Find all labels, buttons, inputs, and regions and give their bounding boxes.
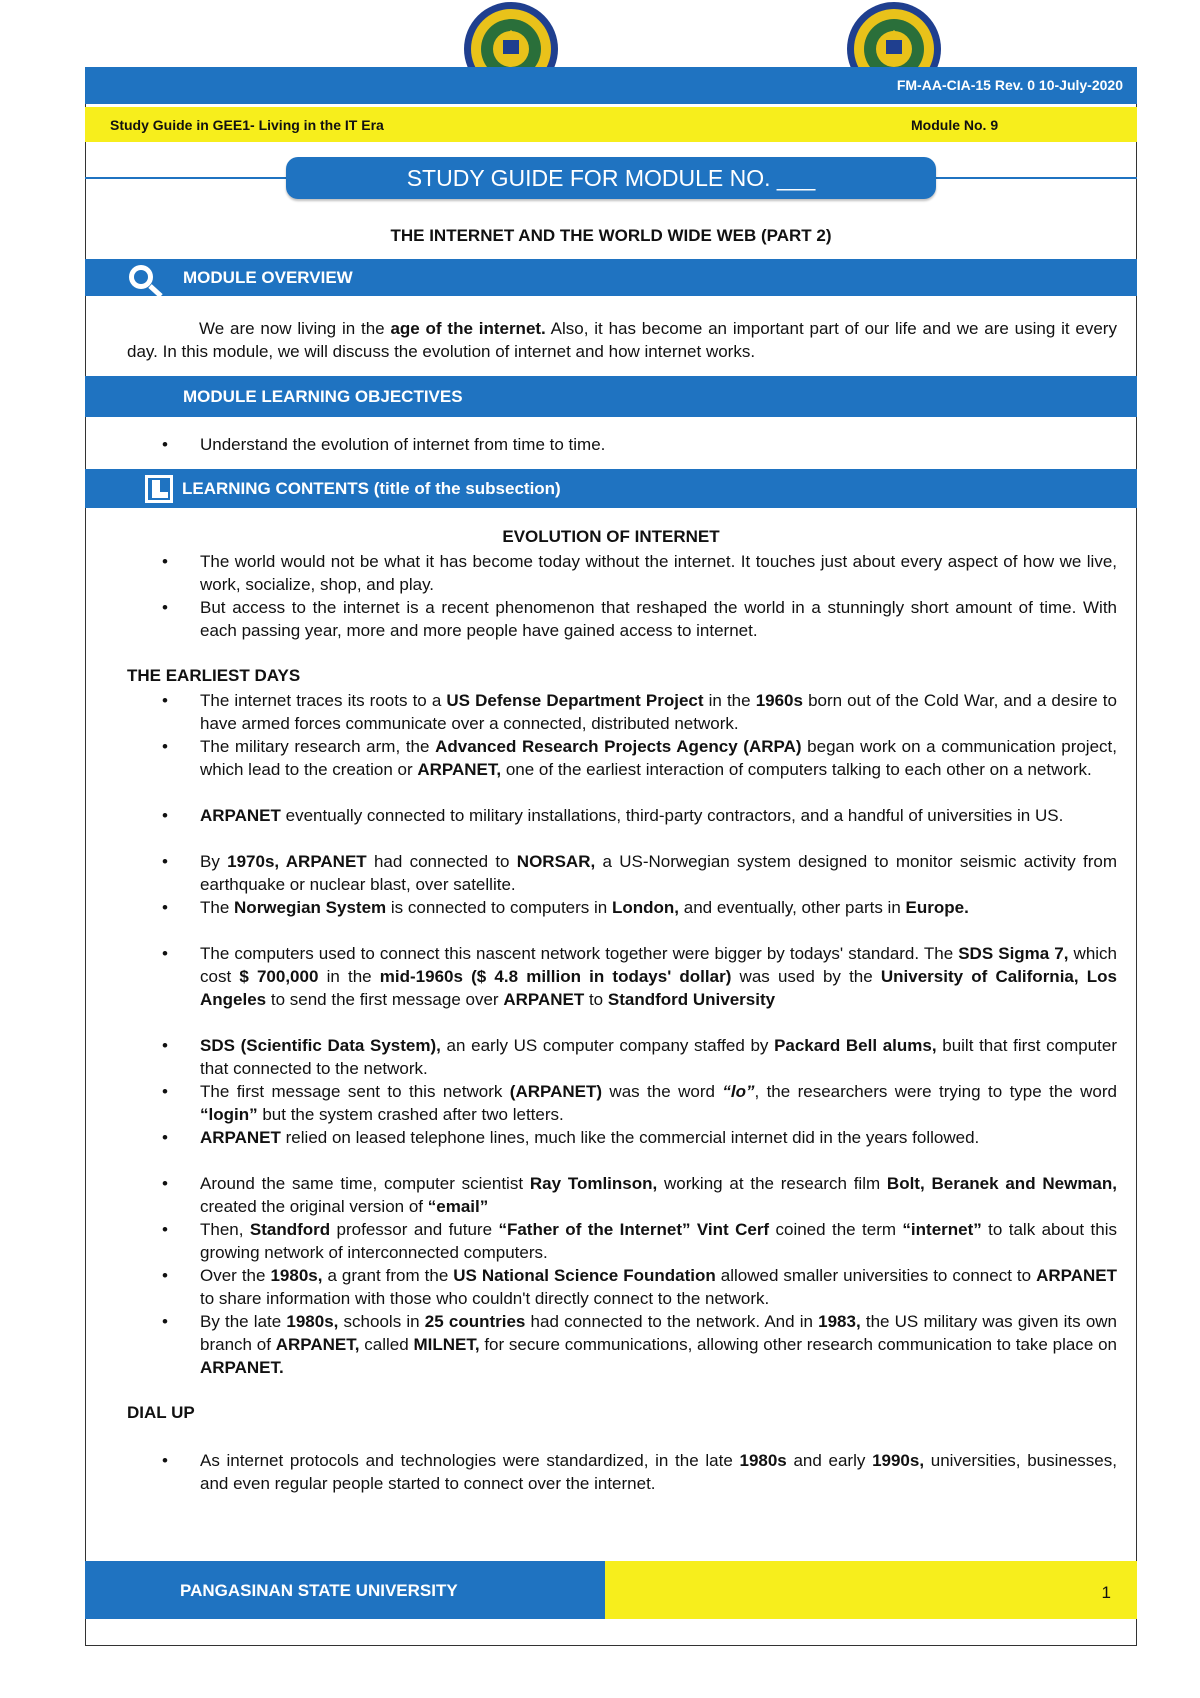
bold-text: ARPANET,	[417, 760, 502, 779]
header-bar	[85, 67, 1137, 104]
module-number: Module No. 9	[911, 117, 999, 133]
section-label: MODULE LEARNING OBJECTIVES	[183, 387, 463, 406]
text: , the researchers were trying to type the word	[754, 1082, 1117, 1101]
text: the US military was given its own branch of	[200, 1312, 1117, 1354]
text: had connected to the network. And in	[525, 1312, 819, 1331]
text: allowed smaller universities to connect to	[715, 1266, 1037, 1285]
magnifier-icon	[125, 262, 167, 303]
bold-text: 1980s	[739, 1451, 787, 1470]
bullet: •	[162, 1174, 168, 1193]
bullet: •	[162, 1266, 168, 1285]
bullet: •	[162, 598, 168, 617]
text: and eventually, other parts in	[679, 898, 906, 917]
bold-text: age of the internet.	[390, 319, 546, 338]
text: to share information with those who couldn't directly connect to the network.	[200, 1289, 770, 1308]
course-bar	[85, 107, 1137, 142]
list-item	[200, 1172, 1117, 1218]
bullet: •	[162, 1128, 168, 1147]
text: in the	[318, 967, 380, 986]
text: born out of the Cold War, and a desire to have armed forces communicate over a connected, distributed network.	[200, 691, 1117, 733]
text: The first message sent to this network	[200, 1082, 510, 1101]
text: coined the term	[769, 1220, 903, 1239]
text: By the late	[200, 1312, 287, 1331]
list-item	[200, 1310, 1117, 1379]
university-name: PANGASINAN STATE UNIVERSITY	[180, 1581, 458, 1600]
text: Then,	[200, 1220, 250, 1239]
bullet: •	[162, 1312, 168, 1331]
bold-text: 1970s, ARPANET	[227, 852, 367, 871]
bullet: •	[162, 898, 168, 917]
bold-text: Standford University	[607, 990, 776, 1009]
bold-text: SDS (Scientific Data System),	[200, 1036, 441, 1055]
bullet: •	[162, 691, 168, 710]
bold-text: Norwegian System	[234, 898, 387, 917]
list-item	[200, 1264, 1117, 1310]
study-guide-banner: STUDY GUIDE FOR MODULE NO. ___	[286, 157, 936, 199]
bullet: •	[162, 737, 168, 756]
earliest-days-heading: THE EARLIEST DAYS	[127, 666, 301, 685]
text: but the system crashed after two letters.	[257, 1105, 564, 1124]
bold-text: “internet”	[902, 1220, 982, 1239]
list-item	[200, 1449, 1117, 1495]
bold-text: 25 countries	[424, 1312, 526, 1331]
bullet: •	[162, 1220, 168, 1239]
bold-text: Ray Tomlinson,	[529, 1174, 658, 1193]
text: The internet traces its roots to a	[200, 691, 447, 710]
bold-text: Advanced Research Projects Agency (ARPA)	[435, 737, 802, 756]
footer-page-bar	[605, 1561, 1137, 1619]
bold-text: “email”	[427, 1197, 489, 1216]
text: to talk about this growing network of interconnected computers.	[200, 1220, 1117, 1262]
list-item	[200, 942, 1117, 1011]
text: to send the first message over	[266, 990, 504, 1009]
text: which cost	[200, 944, 1118, 986]
university-seal-right	[845, 0, 943, 70]
bold-text: ARPANET	[200, 806, 281, 825]
bold-text: US National Science Foundation	[453, 1266, 716, 1285]
bold-text: ARPANET	[1036, 1266, 1118, 1285]
text: Also, it has become an important part of our life and we are using it every day. In this module, we will discuss the evolution of internet and how internet works.	[127, 319, 1117, 361]
bold-text: SDS Sigma 7,	[958, 944, 1069, 963]
text: The computers used to connect this nascent network together were bigger by todays' standard. The	[200, 944, 959, 963]
bullet: •	[162, 435, 168, 454]
bold-text: 1990s,	[872, 1451, 925, 1470]
book-icon	[144, 474, 174, 509]
document-title: THE INTERNET AND THE WORLD WIDE WEB (PART 2)	[390, 226, 832, 245]
bold-text: Bolt, Beranek and Newman,	[886, 1174, 1117, 1193]
text: working at the research film	[657, 1174, 887, 1193]
section-module-overview	[85, 259, 1137, 296]
list-item	[200, 1034, 1117, 1080]
bullet: •	[162, 944, 168, 963]
bold-text: $ 700,000	[239, 967, 319, 986]
bold-text: London,	[611, 898, 680, 917]
text: and early	[786, 1451, 873, 1470]
bold-text: Standford	[249, 1220, 331, 1239]
text: schools in	[338, 1312, 425, 1331]
text: was the word	[602, 1082, 723, 1101]
banner-rule-left	[85, 177, 288, 179]
text: We are now living in the	[199, 319, 391, 338]
text: By	[200, 852, 228, 871]
bold-text: 1983,	[818, 1312, 861, 1331]
bold-text: mid-1960s ($ 4.8 million in todays' dollar)	[379, 967, 732, 986]
list-item	[200, 1218, 1117, 1264]
university-seal-left	[462, 0, 560, 70]
text: eventually connected to military installations, third-party contractors, and a handful of universities in US.	[280, 806, 1064, 825]
text: to	[584, 990, 608, 1009]
section-learning-contents	[85, 469, 1137, 508]
objective-item: Understand the evolution of internet from time to time.	[200, 435, 606, 454]
list-item	[200, 1080, 1117, 1126]
bold-text: MILNET,	[413, 1335, 480, 1354]
bold-text: University of California, Los Angeles	[200, 967, 1117, 1009]
list-item: The world would not be what it has become today without the internet. It touches just about every aspect of how we live, work, socialize, shop, and play.	[200, 552, 1117, 594]
overview-paragraph	[127, 317, 1117, 363]
list-item	[200, 804, 1117, 827]
bold-text: “login”	[200, 1105, 258, 1124]
section-label: LEARNING CONTENTS (title of the subsection)	[182, 479, 561, 498]
bullet: •	[162, 806, 168, 825]
bold-text: Europe.	[905, 898, 969, 917]
bullet: •	[162, 852, 168, 871]
text: a grant from the	[322, 1266, 454, 1285]
bold-text: 1980s,	[270, 1266, 323, 1285]
text: universities, businesses, and even regular people started to connect over the internet.	[200, 1451, 1117, 1493]
text: The	[200, 898, 235, 917]
text: As internet protocols and technologies were standardized, in the late	[200, 1451, 740, 1470]
bold-text: ARPANET	[200, 1128, 281, 1147]
bold-text: 1980s,	[286, 1312, 339, 1331]
bold-text: “Father of the Internet” Vint Cerf	[498, 1220, 770, 1239]
bold-text: ARPANET,	[275, 1335, 360, 1354]
list-item	[200, 735, 1117, 781]
text: had connected to	[366, 852, 517, 871]
banner-rule-right	[934, 177, 1137, 179]
footer-university-bar	[85, 1561, 605, 1619]
list-item	[200, 689, 1117, 735]
bold-text: ARPANET	[503, 990, 585, 1009]
text: The military research arm, the	[200, 737, 436, 756]
text: one of the earliest interaction of computers talking to each other on a network.	[501, 760, 1092, 779]
text: in the	[703, 691, 756, 710]
bold-text: US Defense Department Project	[446, 691, 704, 710]
text: is connected to computers in	[386, 898, 612, 917]
text: Over the	[200, 1266, 271, 1285]
bullet: •	[162, 1036, 168, 1055]
text: a US-Norwegian system designed to monitor seismic activity from earthquake or nuclear blast, over satellite.	[200, 852, 1118, 894]
list-item	[200, 896, 1117, 919]
evolution-heading: EVOLUTION OF INTERNET	[502, 527, 720, 546]
bold-text: NORSAR,	[516, 852, 596, 871]
course-title: Study Guide in GEE1- Living in the IT Era	[110, 117, 384, 133]
text: professor and future	[330, 1220, 499, 1239]
text: created the original version of	[200, 1197, 428, 1216]
bold-text: (ARPANET)	[509, 1082, 603, 1101]
page-number: 1	[1101, 1583, 1111, 1602]
text: Around the same time, computer scientist	[200, 1174, 530, 1193]
list-item	[200, 850, 1117, 896]
dial-up-heading: DIAL UP	[127, 1403, 195, 1422]
text: for secure communications, allowing other research communication to take place on	[479, 1335, 1117, 1354]
text: called	[359, 1335, 414, 1354]
text: built that first computer that connected to the network.	[200, 1036, 1118, 1078]
text: relied on leased telephone lines, much like the commercial internet did in the years followed.	[280, 1128, 980, 1147]
bullet: •	[162, 552, 168, 571]
section-learning-objectives	[85, 376, 1137, 417]
bold-text: 1960s	[755, 691, 803, 710]
list-item: But access to the internet is a recent phenomenon that reshaped the world in a stunningly short amount of time. With each passing year, more and more people have gained access to internet.	[200, 598, 1117, 640]
bullet: •	[162, 1082, 168, 1101]
list-item	[200, 1126, 1117, 1149]
bullet: •	[162, 1451, 168, 1470]
text: was used by the	[731, 967, 881, 986]
section-label: MODULE OVERVIEW	[183, 268, 353, 287]
form-code: FM-AA-CIA-15 Rev. 0 10-July-2020	[896, 77, 1123, 93]
text: an early US computer company staffed by	[440, 1036, 775, 1055]
bold-text: Packard Bell alums,	[774, 1036, 937, 1055]
text: began work on a communication project, which lead to the creation or	[200, 737, 1117, 779]
bold-italic-text: “lo”	[722, 1082, 755, 1101]
bold-text: ARPANET.	[200, 1358, 284, 1377]
